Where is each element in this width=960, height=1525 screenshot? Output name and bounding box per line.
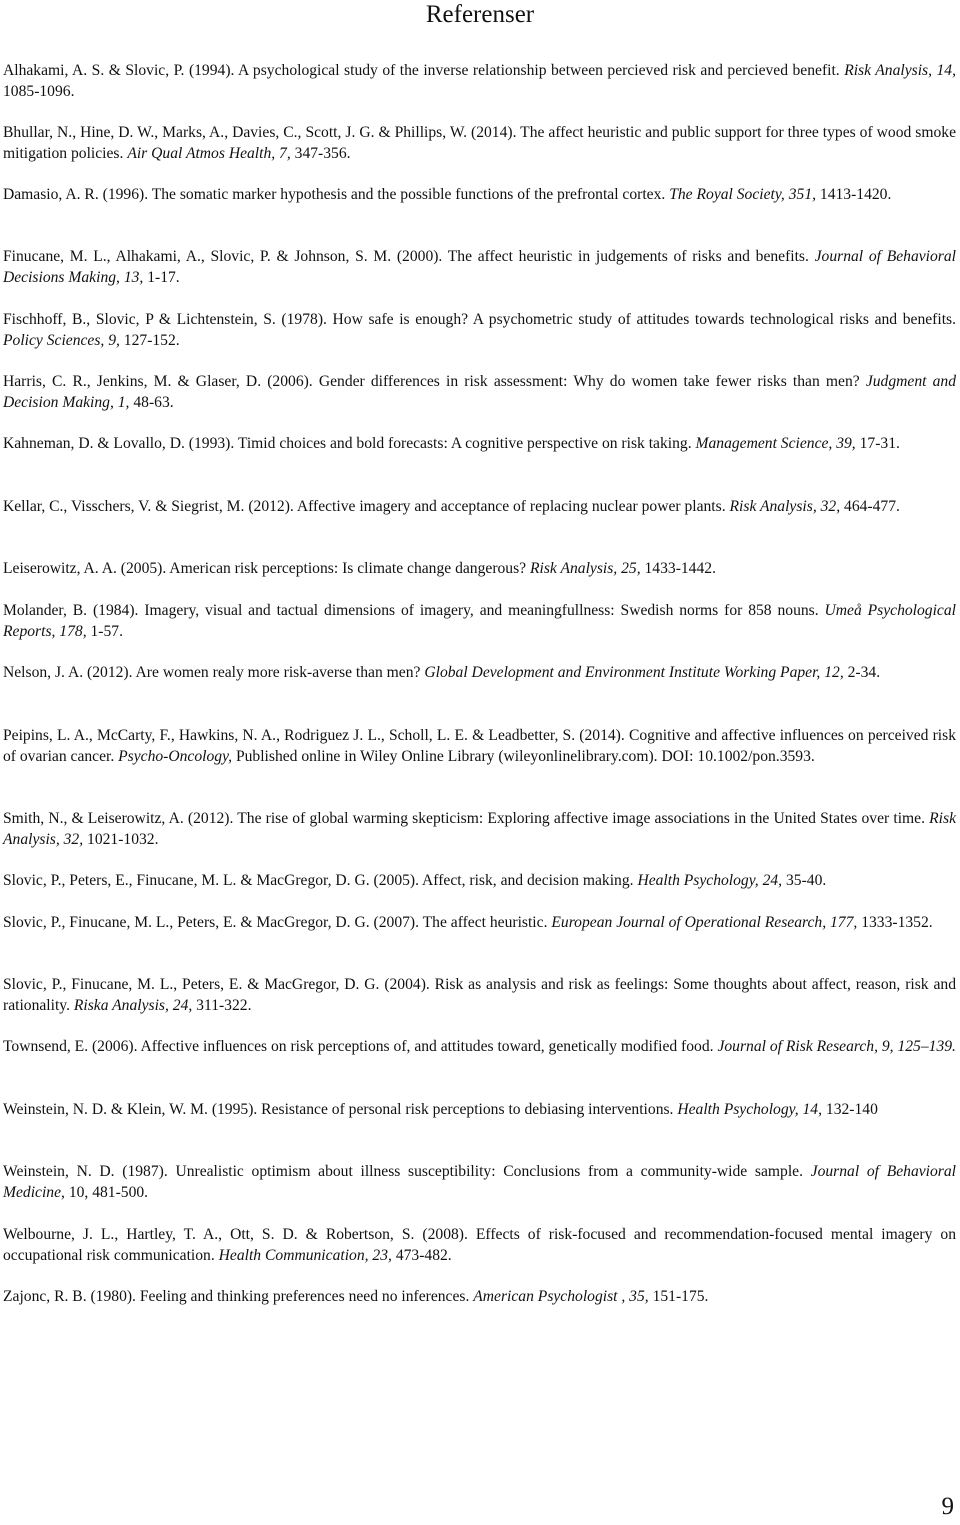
reference-text: Harris, C. R., Jenkins, M. & Glaser, D. (2006). Gender differences in risk assessment: Why do women take fewer risks than men? (3, 373, 866, 390)
page-number: 9 (941, 1493, 954, 1520)
reference-entry (3, 1036, 956, 1057)
reference-entry (3, 60, 956, 102)
reference-text: 1-17. (143, 269, 180, 286)
reference-source: Risk Analysis, 14, (844, 62, 956, 79)
reference-entry (3, 371, 956, 413)
reference-source: European Journal of Operational Research, 177, (551, 914, 858, 931)
reference-source: Umeå Psychological Reports, 178, (3, 602, 956, 640)
reference-text: Weinstein, N. D. & Klein, W. M. (1995). Resistance of personal risk perceptions to debiasing interventions. (3, 1101, 678, 1118)
reference-text: 127-152. (119, 332, 180, 349)
reference-text: Fischhoff, B., Slovic, P & Lichtenstein, S. (1978). How safe is enough? A psychometric study of attitudes towards technological risks and benefits. (3, 311, 956, 328)
reference-text: 35-40. (782, 872, 827, 889)
reference-entry (3, 870, 956, 891)
reference-source: Management Science, 39, (695, 435, 856, 452)
reference-text: 473-482. (391, 1247, 452, 1264)
reference-text: Townsend, E. (2006). Affective influences on risk perceptions of, and attitudes toward, genetically modified food. (3, 1038, 718, 1055)
reference-entry (3, 1099, 956, 1120)
reference-text: 464-477. (840, 498, 900, 515)
reference-source: American Psychologist , 35, (473, 1288, 649, 1305)
reference-text: Nelson, J. A. (2012). Are women realy more risk-averse than men? (3, 664, 425, 681)
reference-source: Psycho-Oncology, (118, 748, 233, 765)
reference-source: Policy Sciences, 9, (3, 332, 120, 349)
reference-text: Weinstein, N. D. (1987). Unrealistic optimism about illness susceptibility: Conclusions from a community-wide sample. (3, 1163, 811, 1180)
reference-entry (3, 725, 956, 767)
reference-text: Welbourne, J. L., Hartley, T. A., Ott, S. D. & Robertson, S. (2008). Effects of risk-focused and recommendation-focused mental imagery on occupational risk communication. (3, 1226, 956, 1264)
reference-text: Smith, N., & Leiserowitz, A. (2012). The rise of global warming skepticism: Exploring affective image associations in the United States over time. (3, 810, 930, 827)
reference-text: Published online in Wiley Online Library (wileyonlinelibrary.com). DOI: 10.1002/pon.3593. (232, 748, 815, 765)
page-title: Referenser (425, 1, 535, 28)
reference-source: Risk Analysis, 32, (729, 498, 841, 515)
reference-entry (3, 1161, 956, 1203)
reference-text: Damasio, A. R. (1996). The somatic marker hypothesis and the possible functions of the prefrontal cortex. (3, 186, 670, 203)
reference-source: Risk Analysis, 32, (3, 810, 956, 848)
reference-text: 132-140 (822, 1101, 878, 1118)
reference-source: Health Psychology, 24, (637, 872, 783, 889)
reference-source: Journal of Behavioral Decisions Making, 13, (3, 248, 956, 286)
reference-text: Kahneman, D. & Lovallo, D. (1993). Timid choices and bold forecasts: A cognitive perspective on risk taking. (3, 435, 696, 452)
reference-entry (3, 433, 956, 454)
reference-text: Bhullar, N., Hine, D. W., Marks, A., Davies, C., Scott, J. G. & Phillips, W. (2014). The affect heuristic and public support for three types of wood smoke mitigation policies. (3, 124, 956, 162)
reference-source: Risk Analysis, 25, (530, 560, 641, 577)
reference-source: Judgment and Decision Making, 1, (3, 373, 956, 411)
reference-text: Finucane, M. L., Alhakami, A., Slovic, P. & Johnson, S. M. (2000). The affect heuristic in judgements of risks and benefits. (3, 248, 815, 265)
reference-entry (3, 122, 956, 164)
reference-entry (3, 1286, 956, 1307)
reference-entry (3, 309, 956, 351)
reference-text: 17-31. (855, 435, 900, 452)
reference-text: Leiserowitz, A. A. (2005). American risk perceptions: Is climate change dangerous? (3, 560, 530, 577)
reference-entry (3, 662, 956, 683)
reference-text: 311-322. (192, 997, 252, 1014)
reference-text: 48-63. (129, 394, 174, 411)
reference-entry (3, 184, 956, 205)
reference-text: , 10, 481-500. (61, 1184, 149, 1201)
reference-text: Slovic, P., Finucane, M. L., Peters, E. & MacGregor, D. G. (2007). The affect heuristic. (3, 914, 552, 931)
reference-source: Journal of Behavioral Medicine (3, 1163, 956, 1201)
reference-text: Molander, B. (1984). Imagery, visual and tactual dimensions of imagery, and meaningfullness: Swedish norms for 858 nouns. (3, 602, 825, 619)
reference-source: The Royal Society, 351, (669, 186, 817, 203)
reference-text: Slovic, P., Finucane, M. L., Peters, E. & MacGregor, D. G. (2004). Risk as analysis and risk as feelings: Some thoughts about affect, reason, risk and rationality. (3, 976, 956, 1014)
reference-entry (3, 1224, 956, 1266)
reference-source: Global Development and Environment Institute Working Paper, 12, (424, 664, 844, 681)
reference-text: 1413-1420. (816, 186, 892, 203)
reference-text: 347-356. (290, 145, 351, 162)
reference-text: 2-34. (843, 664, 881, 681)
reference-text: 151-175. (648, 1288, 709, 1305)
reference-text: Zajonc, R. B. (1980). Feeling and thinking preferences need no inferences. (3, 1288, 474, 1305)
reference-entry (3, 496, 956, 517)
reference-entry (3, 558, 956, 579)
reference-entry (3, 808, 956, 850)
reference-text: 1021-1032. (83, 831, 159, 848)
reference-source: Health Psychology, 14, (677, 1101, 823, 1118)
reference-entry (3, 974, 956, 1016)
reference-text: 1085-1096. (3, 83, 75, 100)
reference-text: 1-57. (86, 623, 123, 640)
reference-entry (3, 600, 956, 642)
reference-source: Health Communication, 23, (218, 1247, 392, 1264)
reference-text: Slovic, P., Peters, E., Finucane, M. L. & MacGregor, D. G. (2005). Affect, risk, and decision making. (3, 872, 638, 889)
reference-source: Air Qual Atmos Health, 7, (127, 145, 291, 162)
reference-entry (3, 912, 956, 933)
reference-text: 1433-1442. (640, 560, 716, 577)
reference-entry (3, 246, 956, 288)
reference-text: 1333-1352. (857, 914, 933, 931)
reference-text: Kellar, C., Visschers, V. & Siegrist, M. (2012). Affective imagery and acceptance of replacing nuclear power plants. (3, 498, 730, 515)
reference-source: Journal of Risk Research, 9, 125–139. (717, 1038, 956, 1055)
reference-text: Alhakami, A. S. & Slovic, P. (1994). A psychological study of the inverse relationship between percieved risk and percieved benefit. (3, 62, 845, 79)
reference-text: Peipins, L. A., McCarty, F., Hawkins, N. A., Rodriguez J. L., Scholl, L. E. & Leadbetter, S. (2014). Cognitive and affective influences on perceived risk of ovarian cancer. (3, 727, 956, 765)
reference-source: Riska Analysis, 24, (73, 997, 193, 1014)
